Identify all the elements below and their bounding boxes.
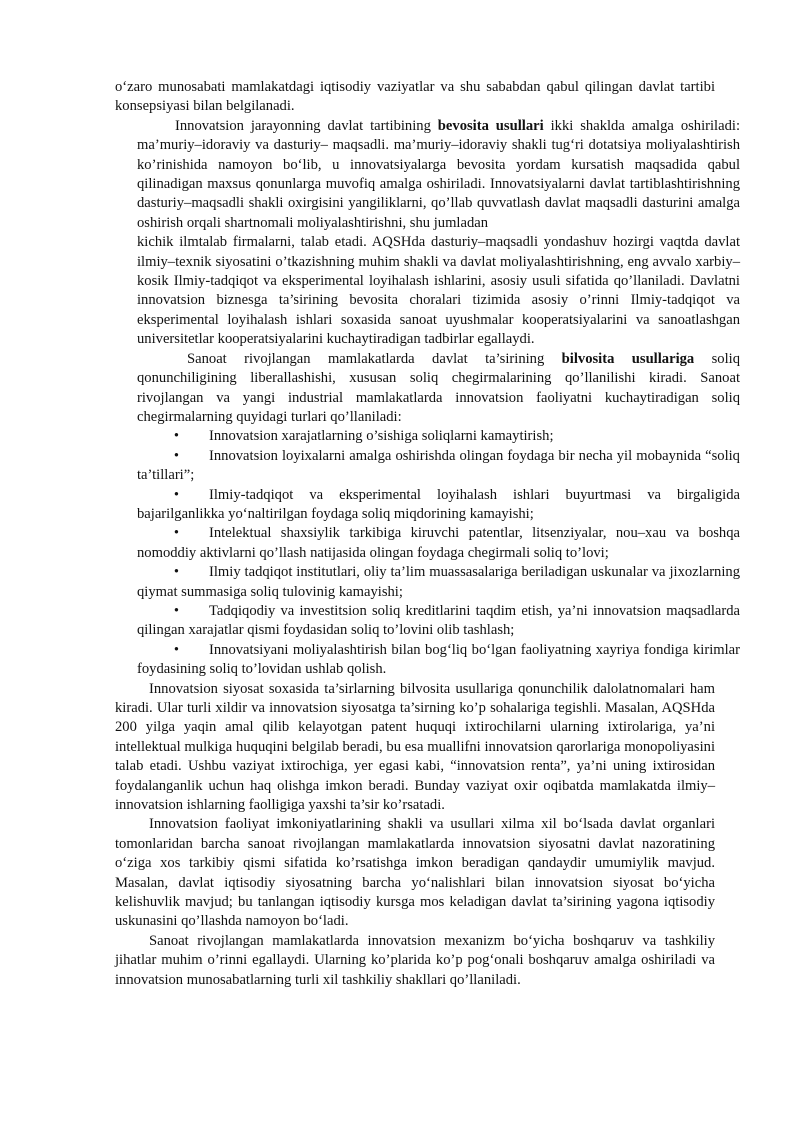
text-run: Sanoat rivojlangan mamlakatlarda davlat ta’sirining (187, 350, 562, 367)
paragraph-usa-program: kichik ilmtalab firmalarni, talab etadi. AQSHda dasturiy–maqsadli yondashuv hozirgi vaqtda davlat ilmiy–texnik siyosatini o’tkazishning muhim shakli va davlat moliyalashtirishning, eng avvalo xarbiy–kosik Ilmiy-tadqiqot va eksperimental loyihalash ishlarini, asosiy usuli sifatida qo’llaniladi. Davlatni innovatsion biznesga ta’sirining bevosita choralari tizimida asosiy o’rinni Ilmiy-tadqiqot va eksperimental loyihalash ishlari soxasida sanoat uyushmalar kooperatsiyalarini va sanoatlashgan universitetlar kooperatsiyalarini kuchaytiradigan tadbirlar egallaydi. (137, 234, 740, 348)
bullet-text-cont: bajarilganlikka yo‘naltirilgan foydaga soliq miqdorining kamayishi; (137, 505, 534, 522)
bullet-text: Ilmiy-tadqiqot va eksperimental loyihalash ishlari buyurtmasi va birgaligida (209, 486, 740, 503)
bullet-text-cont: jixozlarning qiymat summasiga soliq tulovinig kamayishi; (137, 564, 741, 600)
indented-section (137, 117, 740, 680)
bullet-item (137, 563, 740, 602)
bullet-icon: • (173, 486, 179, 503)
bullet-list (137, 427, 740, 679)
text-run: Innovatsion jarayonning davlat tartibining (175, 117, 438, 134)
bullet-icon: • (173, 447, 179, 464)
bullet-item (137, 427, 740, 446)
bullet-text: Intelektual shaxsiylik tarkibiga kiruvchi patentlar, litsenziyalar, nou–xau va boshqa (209, 525, 740, 542)
paragraph-legislation: Innovatsion siyosat soxasida ta’sirlarning bilvosita usullariga qonunchilik dalolatnomalari ham kiradi. Ular turli xildir va innovatsion siyosatga ta’sirning ko’p sohalariga tegishli. Masalan, AQSHda 200 yilga yaqin amal qilib kelayotgan patent huquqi ixtirochilarni ularning ixtirolariga, ya’ni intellektual mulkiga huquqini belgilab beradi, bu esa muallifni innovatsion qarorlariga monopoliyasini talab etadi. Ushbu vaziyat ixtirochiga, yer egasi kabi, “innovatsion renta”, ya’ni uning ixtirosidan foydalanganlik uchun haq olishga imkon beradi. Bunday vaziyat oxir oqibatda mamlakatda ilmiy–innovatsion ishlarning faolligiga yaxshi ta’sir ko’rsatadi. (115, 680, 715, 814)
bullet-item (137, 641, 740, 680)
paragraph-intro: o‘zaro munosabati mamlakatdagi iqtisodiy vaziyatlar va shu sababdan qabul qilingan davlat tartibi konsepsiyasi bilan belgilanadi. (115, 79, 715, 115)
bullet-text: Innovatsion loyixalarni amalga oshirishda olingan foydaga bir necha yil (209, 447, 633, 464)
text-run: soliq qonunchiligining liberallashishi, xususan soliq chegirmalarining qo’llanilishi kiradi. Sanoat rivojlangan va yangi industrial mamlakatlarda innovatsion faoliyatni kuchaytiradigan soliq chegirmalarning quyidagi turlari qo’llaniladi: (137, 350, 740, 425)
bullet-icon: • (173, 641, 179, 658)
bullet-text-cont: kirimlar foydasining soliq to’lovidan ushlab qolish. (137, 641, 740, 678)
bullet-item (137, 447, 740, 486)
bullet-text-cont: maqsadlarda qilingan xarajatlar qismi foydasidan soliq to’lovini olib tashlash; (137, 602, 740, 639)
bullet-icon: • (173, 428, 179, 445)
bullet-icon: • (173, 525, 179, 542)
bullet-text: Innovatsiyani moliyalashtirish bilan bog‘liq bo‘lgan faoliyatning xayriya fondiga (209, 641, 689, 658)
bullet-text: Tadqiqodiy va investitsion soliq kreditlarini taqdim etish, ya’ni innovatsion (209, 602, 662, 619)
paragraph-management: Sanoat rivojlangan mamlakatlarda innovatsion mexanizm bo‘yicha boshqaruv va tashkiliy jihatlar muhim o’rinni egallaydi. Ularning ko’plarida ko’p pog‘onali boshqaruv amalga oshiriladi va innovatsion munosabatlarning turli xil tashkiliy shakllari qo’llaniladi. (115, 932, 715, 988)
bullet-text: Ilmiy tadqiqot institutlari, oliy ta’lim muassasalariga beriladigan uskunalar va (209, 564, 666, 581)
text-run: ikki shaklda amalga oshiriladi: ma’muriy–idoraviy va dasturiy– maqsadli. ma’muriy–idoraviy shakli tug‘ri dotatsiya moliyalashtirish ko’rinishida namoyon bo‘lib, u innovatsiyalarga bevosita yordam kursatish maqsadida qabul qilinadigan maxsus qonunlarga muvofiq amalga oshiriladi. Innovatsiyalarni davlat tartiblashtirishning dasturiy–maqsadli shakli oxirgisini yangiliklarni, qo’llab quvvatlash davlat maqsadli dasturini amalga oshirish orqali shartnomali moliyalashtirishni, shu jumladan (137, 117, 740, 231)
paragraph-indirect-methods (137, 350, 740, 428)
bullet-item (137, 524, 740, 563)
bullet-text-cont: mobaynida “soliq ta’tillari”; (137, 447, 740, 484)
paragraph-commonality: Innovatsion faoliyat imkoniyatlarining shakli va usullari xilma xil bo‘lsada davlat organlari tomonlaridan barcha sanoat rivojlangan mamlakatlarda innovatsion siyosatni davlat nazoratining o‘ziga xos tarkibiy qismi sifatida ko’rsatishga imkon beradigan qandaydir umumiylik mavjud. Masalan, davlat iqtisodiy siyosatning barcha yo‘nalishlari bilan innovatsion siyosat bo‘yicha kelishuvlik mavjud; bu tanlangan iqtisodiy kursga mos keladigan davlat ta’sirining yagona iqtisodiy uskunasini qo’llashda namoyon bo‘ladi. (115, 816, 715, 930)
bullet-text: Innovatsion xarajatlarning o’sishiga soliqlarni kamaytirish; (209, 428, 554, 445)
paragraph-direct-methods (137, 117, 740, 233)
bullet-icon: • (173, 564, 179, 581)
document-body (115, 78, 741, 990)
bold-term-indirect-methods: bilvosita usullariga (561, 350, 695, 367)
bullet-text-cont: nomoddiy aktivlarni qo’llash natijasida olingan foydaga chegirmali soliq to’lovi; (137, 544, 609, 561)
bold-term-direct-methods: bevosita usullari (437, 117, 544, 134)
bullet-item (137, 486, 740, 525)
bullet-icon: • (173, 602, 179, 619)
bullet-item (137, 602, 740, 641)
